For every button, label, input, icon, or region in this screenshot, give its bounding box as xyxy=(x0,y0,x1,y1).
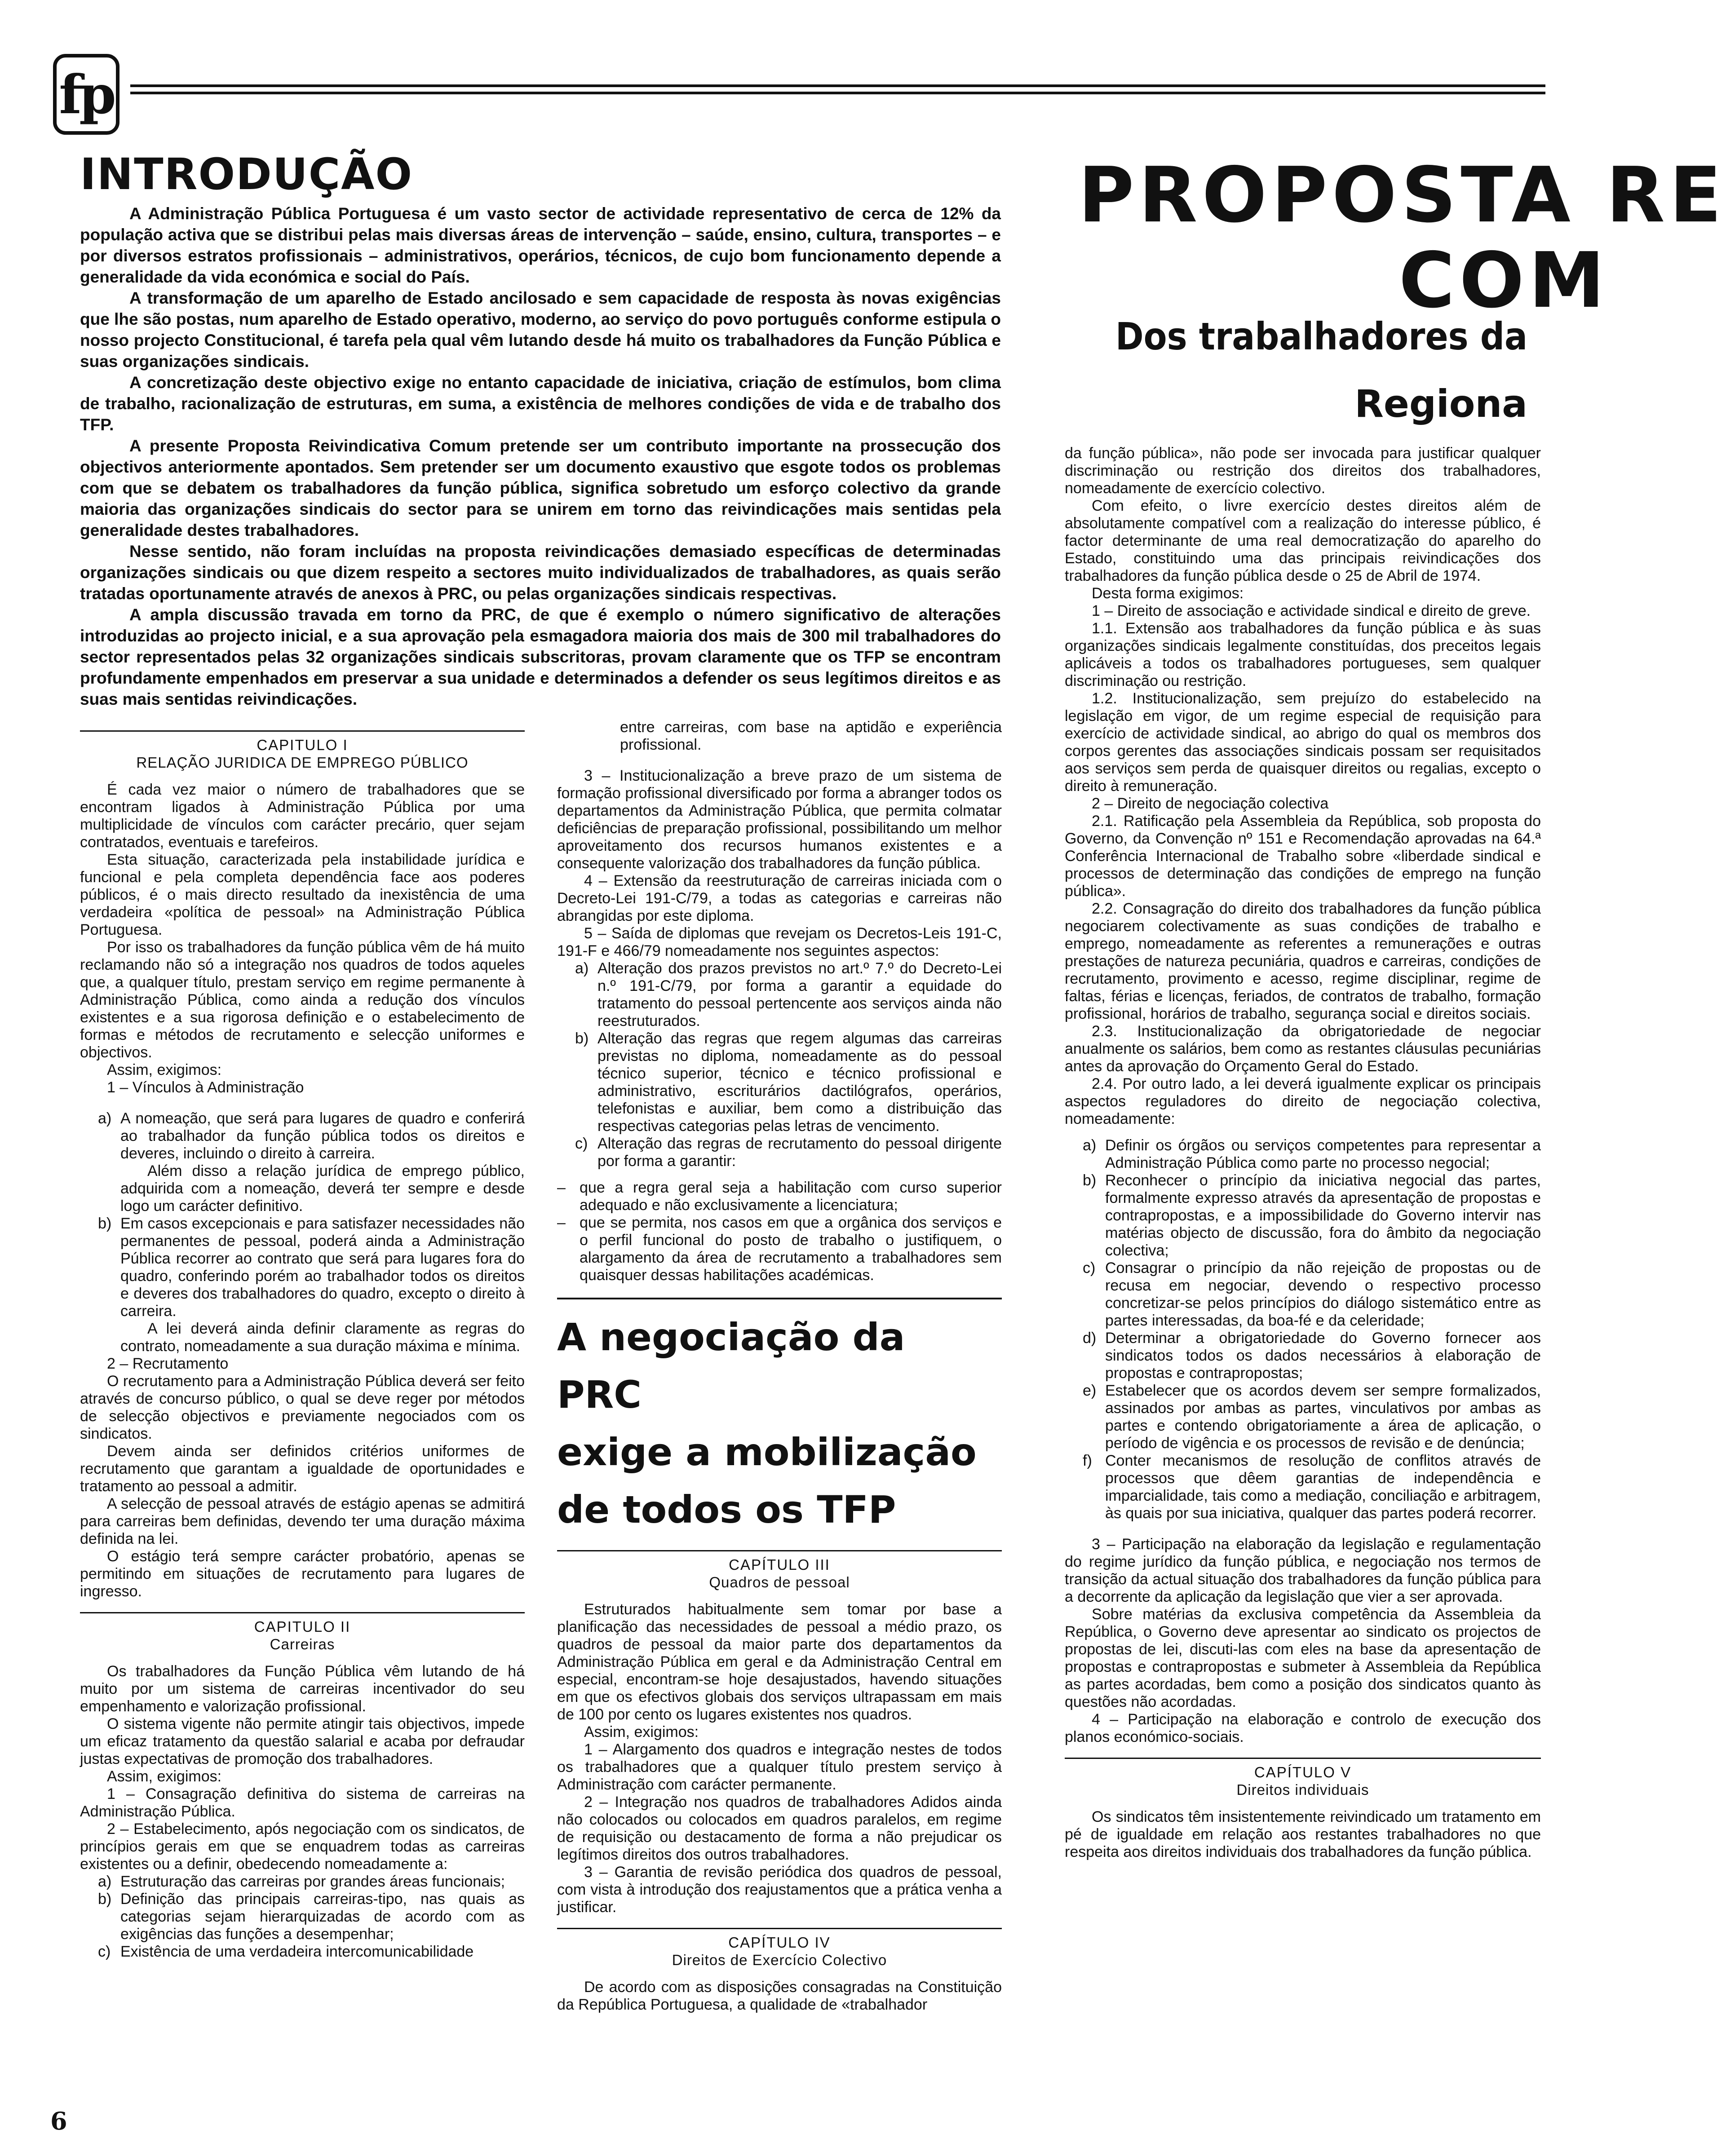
list-item: a) Estruturação das carreiras por grandes áreas funcionais; xyxy=(98,1873,505,1890)
chapter-3-heading xyxy=(557,1550,1002,1591)
paragraph: Assim, exigimos: xyxy=(107,1768,222,1785)
list-item: b) Alteração das regras que regem algumas das carreiras previstas no diploma, nomeadamente as do pessoal técnico superior, técnico e técnico profissional e administrativo, escriturários dactilógrafos, operários, telefonistas e auxiliar, bem como a distribuição das respectivas categorias pelas letras de vencimento. xyxy=(575,1030,1002,1135)
headline-line-2: COM xyxy=(1399,236,1609,325)
list-item: b) Definição das principais carreiras-tipo, nas quais as categorias sejam hierarquizadas de acordo com as exigências das funções a desempenhar; xyxy=(98,1891,525,1943)
list-item: b) Reconhecer o princípio da iniciativa negocial das partes, formalmente expresso através da apresentação de propostas e contrapropostas, e a impossibilidade do Governo intervir nas matérias objecto de discussão, fora do âmbito da negociação colectiva; xyxy=(1083,1172,1541,1259)
chapter-title: CAPITULO I xyxy=(80,730,525,754)
paragraph: O recrutamento para a Administração Pública deverá ser feito através de concurso público, o qual se deve reger por métodos de selecção objectivos e previamente negociados com os sindicatos. xyxy=(80,1373,525,1442)
paragraph: 1 – Vínculos à Administração xyxy=(107,1079,304,1096)
headline-subtitle-2: Regiona xyxy=(1354,382,1527,426)
list-item: a) Alteração dos prazos previstos no art.º 7.º do Decreto-Lei n.º 191-C/79, por forma a garantir a equidade do tratamento do pessoal pertencente aos serviços ainda não reestruturados. xyxy=(575,960,1002,1029)
paragraph: 2 – Integração nos quadros de trabalhadores Adidos ainda não colocados ou colocados em quadros paralelos, em regime de requisição ou destacamento de forma a não prejudicar os legítimos direitos dos outros trabalhadores. xyxy=(557,1794,1002,1863)
paragraph: 4 – Extensão da reestruturação de carreiras iniciada com o Decreto-Lei 191-C/79, a todas as categorias e carreiras não abrangidas por este diploma. xyxy=(557,872,1002,924)
intro-paragraph: A ampla discussão travada em torno da PRC, de que é exemplo o número significativo de alterações introduzidas ao projecto inicial, e a sua aprovação pela esmagadora maioria dos mais de 300 mil trabalhadores do sector representados pelas 32 organizações sindicais subscritoras, provam claramente que os TFP se encontram profundamente empenhados em preservar a sua unidade e determinados a defender os seus legítimos direitos e as suas mais sentidas reivindicações. xyxy=(80,605,1001,708)
headline-line: de todos os TFP xyxy=(557,1488,896,1532)
paragraph: A selecção de pessoal através de estágio apenas se admitirá para carreiras bem definidas, devendo ter uma duração máxima definida na lei. xyxy=(80,1495,525,1547)
paragraph: É cada vez maior o número de trabalhadores que se encontram ligados à Administração Pública por uma multiplicidade de vínculos com carácter precário, quer sejam contratados, eventuais e tarefeiros. xyxy=(80,781,525,851)
paragraph: Desta forma exigimos: xyxy=(1092,585,1244,602)
intro-title: INTRODUÇÃO xyxy=(80,149,413,199)
paragraph: 2 – Estabelecimento, após negociação com os sindicatos, de princípios gerais em que se enquadrem todas as carreiras existentes ou a definir, obedecendo nomeadamente a: xyxy=(80,1820,525,1873)
paragraph: Assim, exigimos: xyxy=(107,1061,222,1078)
paragraph: 2.3. Institucionalização da obrigatoriedade de negociar anualmente os salários, bem como as restantes cláusulas pecuniárias antes da aprovação do Orçamento Geral do Estado. xyxy=(1065,1023,1541,1075)
headline-line: A negociação da PRC xyxy=(557,1315,905,1417)
column-1 xyxy=(80,719,525,1961)
paragraph: Por isso os trabalhadores da função pública vêm de há muito reclamando não só a integração nos quadros de todos aqueles que, a qualquer título, prestam serviço em regime permanente à Administração Pública, como ainda a redução dos vínculos existentes e a sua rigorosa definição e o estabelecimento de formas e métodos de recrutamento e selecção uniformes e objectivos. xyxy=(80,939,525,1061)
chapter-title: CAPÍTULO IV xyxy=(557,1928,1002,1951)
intro-paragraph: A concretização deste objectivo exige no entanto capacidade de iniciativa, criação de estímulos, bom clima de trabalho, racionalização de estruturas, em suma, a existência de melhores condições de vida e de trabalho dos TFP. xyxy=(80,373,1001,434)
paragraph: Com efeito, o livre exercício destes direitos além de absolutamente compatível com a realização do interesse público, é factor determinante de uma real democratização do aparelho do Estado, constituindo uma das principais reivindicações dos trabalhadores da função pública desde o 25 de Abril de 1974. xyxy=(1065,497,1541,584)
paragraph: O sistema vigente não permite atingir tais objectivos, impede um eficaz tratamento da questão salarial e acaba por defraudar justas expectativas de promoção dos trabalhadores. xyxy=(80,1715,525,1767)
paragraph: 4 – Participação na elaboração e controlo de execução dos planos económico-sociais. xyxy=(1065,1711,1541,1745)
list-item: e) Estabelecer que os acordos devem ser sempre formalizados, assinados por ambas as partes, vinculativos por ambas as partes e contendo obrigatoriamente a área de aplicação, o período de vigência e os processos de revisão e de denúncia; xyxy=(1083,1382,1541,1452)
list-item: – que a regra geral seja a habilitação com curso superior adequado e não exclusivamente a licenciatura; xyxy=(557,1179,1002,1214)
paragraph: da função pública», não pode ser invocada para justificar qualquer discriminação ou restrição dos direitos dos trabalhadores, nomeadamente de exercício colectivo. xyxy=(1065,445,1541,497)
list-item: a) Definir os órgãos ou serviços competentes para representar a Administração Pública como parte no processo negocial; xyxy=(1083,1137,1541,1171)
paragraph: Além disso a relação jurídica de emprego público, adquirida com a nomeação, deverá ter sempre e desde logo um carácter definitivo. xyxy=(120,1162,525,1215)
paragraph: 1 – Consagração definitiva do sistema de carreiras na Administração Pública. xyxy=(80,1785,525,1820)
list-item: f) Conter mecanismos de resolução de conflitos através de processos que dêem garantias de independência e imparcialidade, tais como a mediação, conciliação e arbitragem, às quais por sua iniciativa, qualquer das partes poderá recorrer. xyxy=(1083,1452,1541,1522)
paragraph: Sobre matérias da exclusiva competência da Assembleia da República, o Governo deve apresentar ao sindicato os projectos de propostas de lei, discuti-las com eles na base da apresentação de propostas e contrapropostas e submeter à Assembleia da República as partes acordadas, bem como a posição dos sindicatos quanto às questões não acordadas. xyxy=(1065,1606,1541,1710)
paragraph: 2 – Direito de negociação colectiva xyxy=(1092,795,1329,812)
paragraph: 1 – Alargamento dos quadros e integração nestes de todos os trabalhadores que a qualquer título prestem serviço à Administração com carácter permanente. xyxy=(557,1741,1002,1793)
headline-line-1: PROPOSTA RE xyxy=(1078,151,1726,240)
list-item: – que se permita, nos casos em que a orgânica dos serviços e o perfil funcional do posto de trabalho o justifiquem, o alargamento da área de recrutamento a trabalhadores sem quaisquer dessas habilitações académicas. xyxy=(557,1214,1002,1284)
intro-paragraph: A presente Proposta Reivindicativa Comum pretende ser um contributo importante na prossecução dos objectivos anteriormente apontados. Sem pretender ser um documento exaustivo que esgote todos os problemas com que se debatem os trabalhadores da função pública, significa sobretudo um esforço colectivo da grande maioria das organizações sindicais do sector para se unirem em torno das reivindicações mais sentidas pela generalidade destes trabalhadores. xyxy=(80,437,1001,539)
paragraph: 2.4. Por outro lado, a lei deverá igualmente explicar os principais aspectos reguladores do direito de negociação colectiva, nomeadamente: xyxy=(1065,1075,1541,1127)
header-rule-top xyxy=(130,84,1545,87)
intro-body xyxy=(80,203,1001,710)
list-item: a) A nomeação, que será para lugares de quadro e conferirá ao trabalhador da função pública todos os direitos e deveres, incluindo o direito à carreira. xyxy=(98,1110,525,1162)
paragraph: 5 – Saída de diplomas que revejam os Decretos-Leis 191-C, 191-F e 466/79 nomeadamente nos seguintes aspectos: xyxy=(557,925,1002,959)
headline-subtitle-1: Dos trabalhadores da xyxy=(1115,314,1527,358)
paragraph: 1.2. Institucionalização, sem prejuízo do estabelecido na legislação em vigor, de um regime especial de requisição para exercício de actividade sindical, ao abrigo do qual os membros dos corpos gerentes das associações sindicais possam ser requisitados aos serviços sem perda de quaisquer direitos ou regalias, excepto o direito à remuneração. xyxy=(1065,690,1541,795)
chapter-title: CAPÍTULO V xyxy=(1065,1758,1541,1781)
paragraph: De acordo com as disposições consagradas na Constituição da República Portuguesa, a qualidade de «trabalhador xyxy=(557,1979,1002,2013)
intro-paragraph: Nesse sentido, não foram incluídas na proposta reivindicações demasiado específicas de determinadas organizações sindicais ou que dizem respeito a sectores muito individualizados de trabalhadores, as quais serão tratadas oportunamente através de anexos à PRC, ou pelas organizações sindicais respectivas. xyxy=(80,542,1001,603)
headline-line: exige a mobilização xyxy=(557,1430,977,1474)
chapter-subtitle: Direitos de Exercício Colectivo xyxy=(672,1952,887,1968)
paragraph: 1 – Direito de associação e actividade sindical e direito de greve. xyxy=(1092,602,1531,619)
paragraph: 3 – Garantia de revisão periódica dos quadros de pessoal, com vista à introdução dos reajustamentos que a prática venha a justificar. xyxy=(557,1864,1002,1916)
chapter-5-heading xyxy=(1065,1758,1541,1798)
intro-paragraph: A Administração Pública Portuguesa é um vasto sector de actividade representativo de cerca de 12% da população activa que se distribui pelas mais diversas áreas de intervenção – saúde, ensino, cultura, transportes – e por diversos estratos profissionais – administrativos, operários, técnicos, de cujo bom funcionamento depende a generalidade da vida económica e social do País. xyxy=(80,204,1001,286)
paragraph: Esta situação, caracterizada pela instabilidade jurídica e funcional e pela completa dependência face aos poderes públicos, é o mais directo resultado da inexistência de uma verdadeira «política de pessoal» na Administração Pública Portuguesa. xyxy=(80,851,525,938)
chapter-2-heading xyxy=(80,1612,525,1653)
paragraph: Os trabalhadores da Função Pública vêm lutando de há muito por um sistema de carreiras incentivador do seu empenhamento e valorização profissional. xyxy=(80,1663,525,1715)
paragraph: 3 – Participação na elaboração da legislação e regulamentação do regime jurídico da função pública, e negociação nos termos de transição da actual situação dos trabalhadores da função pública para a decorrente da aplicação da legislação que vier a ser aprovada. xyxy=(1065,1536,1541,1605)
paragraph: Os sindicatos têm insistentemente reivindicado um tratamento em pé de igualdade em relação aos restantes trabalhadores no que respeita aos direitos individuais dos trabalhadores da função pública. xyxy=(1065,1808,1541,1860)
column-2 xyxy=(557,719,1002,2014)
mobilization-headline xyxy=(557,1298,1002,1538)
paragraph: entre carreiras, com base na aptidão e experiência profissional. xyxy=(620,719,1002,753)
chapter-4-heading xyxy=(557,1928,1002,1969)
chapter-title: CAPITULO II xyxy=(80,1612,525,1635)
paragraph: 2 – Recrutamento xyxy=(107,1355,229,1372)
intro-paragraph: A transformação de um aparelho de Estado ancilosado e sem capacidade de resposta às novas exigências que lhe são postas, num aparelho de Estado operativo, moderno, ao serviço do povo português conforme estipula o nosso projecto Constitucional, é tarefa pela qual vêm lutando desde há muito os trabalhadores da Função Pública e suas organizações sindicais. xyxy=(80,289,1001,371)
paragraph: 3 – Institucionalização a breve prazo de um sistema de formação profissional diversificado por forma a abranger todos os departamentos da Administração Pública, que permita colmatar deficiências de preparação profissional, possibilitando um melhor aproveitamento dos recursos humanos existentes e a consequente valorização dos trabalhadores da função pública. xyxy=(557,767,1002,872)
list-item: c) Alteração das regras de recrutamento do pessoal dirigente por forma a garantir: xyxy=(575,1135,1002,1170)
chapter-1-heading xyxy=(80,730,525,771)
paragraph: Estruturados habitualmente sem tomar por base a planificação das necessidades de pessoal a médio prazo, os quadros de pessoal da maior parte dos departamentos da Administração Pública em geral e da Administração Central em especial, encontram-se hoje desajustados, havendo situações em que os efectivos globais dos serviços ultrapassam em mais de 100 por cento os lugares existentes nos quadros. xyxy=(557,1601,1002,1723)
page-number: 6 xyxy=(50,2107,67,2135)
header-rule-bottom xyxy=(130,92,1545,94)
list-item: c) Consagrar o princípio da não rejeição de propostas ou de recusa em negociar, devendo o respectivo processo concretizar-se pelos princípios do diálogo sistemático entre as partes interessadas, da boa-fé e da celeridade; xyxy=(1083,1259,1541,1329)
list-item: d) Determinar a obrigatoriedade do Governo fornecer aos sindicatos todos os dados necessários à elaboração de propostas e contrapropostas; xyxy=(1083,1330,1541,1382)
paragraph: A lei deverá ainda definir claramente as regras do contrato, nomeadamente a sua duração máxima e mínima. xyxy=(120,1320,525,1355)
chapter-subtitle: RELAÇÃO JURIDICA DE EMPREGO PÚBLICO xyxy=(136,754,469,771)
paragraph: 2.2. Consagração do direito dos trabalhadores da função pública negociarem colectivamente as suas condições de trabalho e emprego, nomeadamente as referentes a remunerações e outras prestações de natureza pecuniária, quadros e carreiras, condições de recrutamento, provimento e acesso, regime disciplinar, regime de faltas, férias e licenças, feriados, de contratos de trabalho, formação profissional, horários de trabalho, segurança social e direitos sociais. xyxy=(1065,900,1541,1022)
column-3 xyxy=(1065,445,1541,1861)
list-item: c) Existência de uma verdadeira intercomunicabilidade xyxy=(98,1943,474,1960)
paragraph: 1.1. Extensão aos trabalhadores da função pública e às suas organizações sindicais legalmente constituídas, dos preceitos legais aplicáveis a todos os trabalhadores portugueses, sem qualquer discriminação ou restrição. xyxy=(1065,620,1541,689)
chapter-subtitle: Carreiras xyxy=(270,1636,335,1652)
chapter-subtitle: Direitos individuais xyxy=(1236,1781,1369,1798)
chapter-subtitle: Quadros de pessoal xyxy=(709,1574,850,1590)
list-item: b) Em casos excepcionais e para satisfazer necessidades não permanentes de pessoal, poderá ainda a Administração Pública recorrer ao contrato que será para lugares fora do quadro, conferindo porém ao trabalhador todos os direitos e deveres dos trabalhadores do quadro, excepto o direito à carreira. xyxy=(98,1215,525,1320)
paragraph: O estágio terá sempre carácter probatório, apenas se permitindo em situações de recrutamento para lugares de ingresso. xyxy=(80,1548,525,1600)
fp-logo: fp xyxy=(53,54,119,135)
chapter-title: CAPÍTULO III xyxy=(557,1550,1002,1573)
paragraph: 2.1. Ratificação pela Assembleia da República, sob proposta do Governo, da Convenção nº 151 e Recomendação aprovadas na 64.ª Conferência Internacional de Trabalho sobre «liberdade sindical e processos de determinação das condições de emprego na função pública». xyxy=(1065,813,1541,900)
paragraph: Devem ainda ser definidos critérios uniformes de recrutamento que garantam a igualdade de oportunidades e tratamento ao pessoal a admitir. xyxy=(80,1443,525,1495)
paragraph: Assim, exigimos: xyxy=(584,1723,699,1741)
